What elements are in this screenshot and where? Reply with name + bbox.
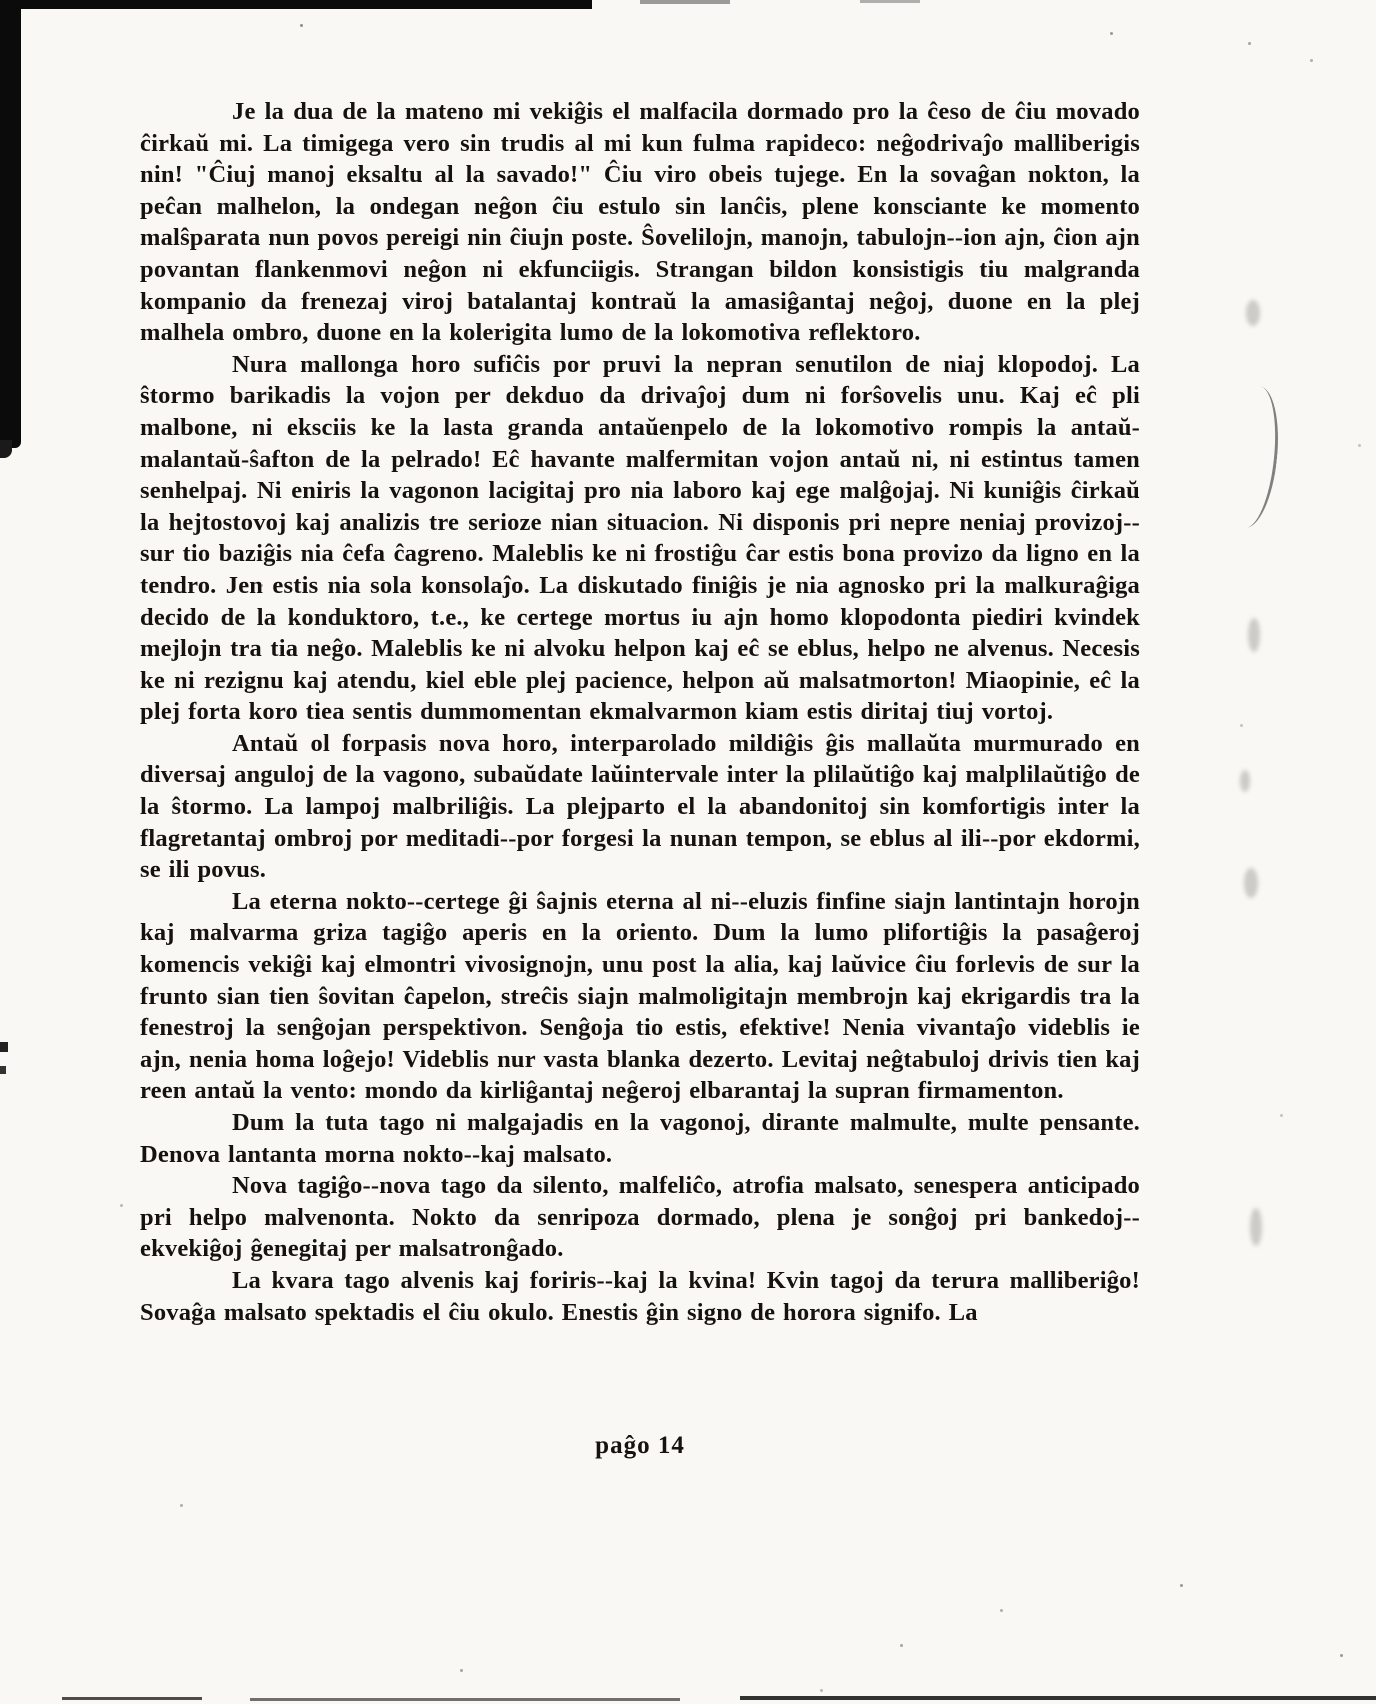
scan-artifact-bottom-line	[740, 1696, 1376, 1700]
paragraph-2: Nura mallonga horo sufiĉis por pruvi la nepran senutilon de niaj klopodoj. La ŝtormo barikadis la vojon per dekduo da drivaĵoj dum ni forŝovelis unu. Kaj eĉ pli malbone, ni eksciis ke la lasta granda antaŭenpelo de la lokomotivo rompis la antaŭ-malantaŭ-ŝafton de la pelrado! Eĉ havante malfermitan vojon antaŭ ni, ni estintus tamen senhelpaj. Ni eniris la vagonon lacigitaj pro nia laboro kaj ege malĝojaj. Ni kuniĝis ĉirkaŭ la hejtostovoj kaj analizis tre serioze nian situacion. Ni disponis pri nepre neniaj provizoj--sur tio baziĝis nia ĉefa ĉagreno. Maleblis ke ni frostiĝu ĉar estis bona provizo da ligno en la tendro. Jen estis nia sola konsolaĵo. La diskutado finiĝis je nia agnosko pri la malkuraĝiga decido de la konduktoro, t.e., ke certege mortus iu ajn homo klopodonta piediri kvindek mejlojn tra tia neĝo. Maleblis ke ni alvoku helpon kaj eĉ se eblus, helpo ne alvenus. Necesis ke ni rezignu kaj atendu, kiel eble plej pacience, helpon aŭ malsatmorton! Miaopinie, eĉ la plej forta koro tiea sentis dummomentan ekmalvarmon kiam estis diritaj tiuj vortoj.	[140, 350, 1140, 726]
scan-artifact-speckles	[300, 24, 303, 27]
scan-artifact-smudge	[1244, 868, 1258, 898]
page-number: paĝo 14	[595, 1432, 685, 1459]
paragraph-5: Dum la tuta tago ni malgajadis en la vagonoj, dirante malmulte, multe pensante. Denova lantanta morna nokto--kaj malsato.	[140, 1109, 1140, 1168]
paragraph-7: La kvara tago alvenis kaj foriris--kaj la kvina! Kvin tagoj da terura malliberiĝo! Sovaĝa malsato spektadis el ĉiu okulo. Enestis ĝin signo de horora signifo. La	[140, 1266, 1140, 1326]
scan-artifact-left-bar-tail	[0, 440, 12, 458]
scan-artifact-left-edge-mark	[0, 1042, 8, 1052]
scan-artifact-top-smear	[640, 0, 730, 4]
paragraph-6: Nova tagiĝo--nova tago da silento, malfeliĉo, atrofia malsato, senespera anticipado pri helpo malvenonta. Nokto da senripoza dormado, plena je sonĝoj pri bankedoj--ekvekiĝoj ĝenegitaj per malsatronĝado.	[140, 1172, 1140, 1263]
paragraph-3: Antaŭ ol forpasis nova horo, interparolado mildiĝis ĝis mallaŭta murmurado en diversaj anguloj de la vagono, subaŭdate laŭintervale inter la plilaŭtiĝo kaj malplilaŭtiĝo de la ŝtormo. La lampoj malbriliĝis. La plejparto el la abandonitoj sin komfortigis inter la flagretantaj ombroj por meditadi--por forgesi la nunan tempon, se eblus al ili--por ekdormi, se ili povus.	[140, 729, 1140, 884]
paragraph-1: Je la dua de la mateno mi vekiĝis el malfacila dormado pro la ĉeso de ĉiu movado ĉirkaŭ mi. La timigega vero sin trudis al mi kun fulma rapideco: neĝodrivaĵo malliberigis nin! "Ĉiuj manoj eksaltu al la savado!" Ĉiu viro obeis tujege. En la sovaĝan nokton, la peĉan malhelon, la ondegan neĝon ĉiu estulo sin lanĉis, plene konsciante ke momento malŝparata nun povos pereigi nin ĉiujn poste. Ŝovelilojn, manojn, tabulojn--ion ajn, ĉion ajn povantan flankenmovi neĝon ni ekfunciigis. Strangan bildon konsistigis tiu malgranda kompanio da frenezaj viroj batalantaj kontraŭ la amasiĝantaj neĝoj, duone en la plej malhela ombro, duone en la kolerigita lumo de la lokomotiva reflektoro.	[140, 98, 1140, 347]
scan-artifact-left-edge-mark	[0, 1066, 6, 1074]
scan-artifact-smudge	[1248, 618, 1260, 652]
scan-artifact-top-black-bar	[0, 0, 592, 9]
scan-artifact-smudge	[1240, 770, 1250, 792]
scan-artifact-left-black-bar	[0, 0, 21, 448]
scan-artifact-smudge	[1246, 300, 1260, 326]
scan-artifact-right-curve-mark	[1221, 384, 1285, 530]
scan-artifact-smudge	[1250, 1208, 1262, 1246]
paragraph-4: La eterna nokto--certege ĝi ŝajnis eterna al ni--eluzis finfine siajn lantintajn horojn kaj malvarma griza tagiĝo aperis en la oriento. Dum la lumo plifortiĝis la pasaĝeroj komencis vekiĝi kaj elmontri vivosignojn, unu post la alia, kaj laŭvice ĉiu forlevis de sur la frunto sian tien ŝovitan ĉapelon, streĉis siajn malmoligitajn membrojn kaj ekrigardis tra la fenestroj la senĝojan perspektivon. Senĝoja tio estis, efektive! Nenia vivantaĵo videblis ie ajn, nenia homa loĝejo! Videblis nur vasta blanka dezerto. Levitaj neĝtabuloj drivis tien kaj reen antaŭ la vento: mondo da kirliĝantaj neĝeroj elbarantaj la supran firmamenton.	[140, 887, 1140, 1105]
scan-artifact-bottom-line	[62, 1697, 202, 1700]
page-text-block	[140, 96, 1140, 1328]
scan-artifact-top-smear	[860, 0, 920, 3]
scan-artifact-bottom-line	[250, 1698, 680, 1701]
